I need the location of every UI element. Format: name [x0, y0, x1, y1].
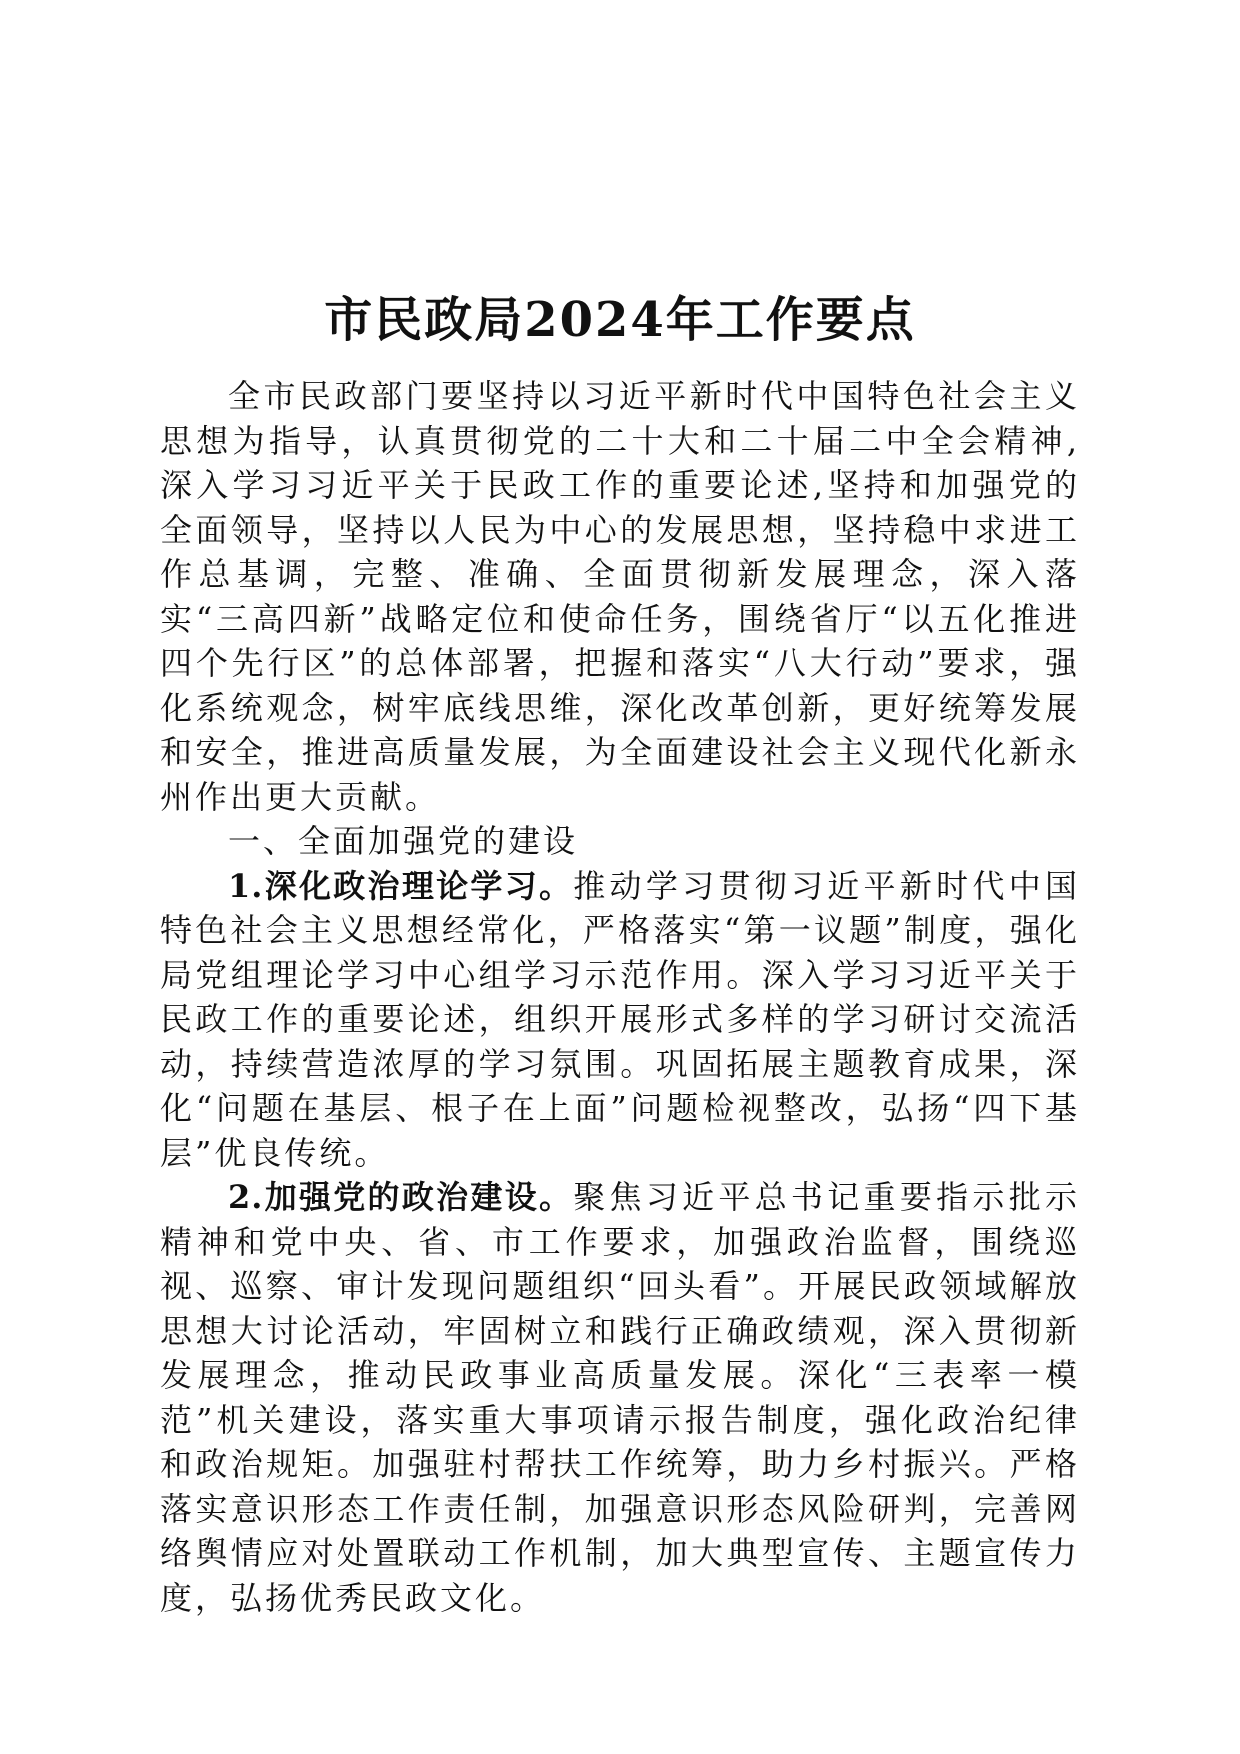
item-paragraph: [160, 864, 1080, 1176]
item-label: 2.加强党的政治建设。: [228, 1178, 574, 1216]
section-heading: 一、全面加强党的建设: [228, 822, 579, 860]
item-label: 1.深化政治理论学习。: [228, 866, 574, 905]
item-text: 推动学习贯彻习近平新时代中国特色社会主义思想经常化，严格落实“第一议题”制度，强化局党组理论学习中心组学习示范作用。深入学习习近平关于民政工作的重要论述，组织开展形式多样的学习研讨交流活动，持续营造浓厚的学习氛围。巩固拓展主题教育成果，深化“问题在基层、根子在上面”问题检视整改，弘扬“四下基层”优良传统。: [160, 866, 1080, 1172]
document-body: [160, 374, 1080, 1620]
item-paragraph: [160, 1175, 1080, 1620]
document-title: 市民政局2024年工作要点: [324, 292, 916, 349]
intro-paragraph: 全市民政部门要坚持以习近平新时代中国特色社会主义思想为指导，认真贯彻党的二十大和二十届二中全会精神,深入学习习近平关于民政工作的重要论述,坚持和加强党的全面领导，坚持以人民为中心的发展思想，坚持稳中求进工作总基调，完整、准确、全面贯彻新发展理念，深入落实“三高四新”战略定位和使命任务，围绕省厅“以五化推进四个先行区”的总体部署，把握和落实“八大行动”要求，强化系统观念，树牢底线思维，深化改革创新，更好统筹发展和安全，推进高质量发展，为全面建设社会主义现代化新永州作出更大贡献。: [160, 377, 1080, 816]
item-text: 聚焦习近平总书记重要指示批示精神和党中央、省、市工作要求，加强政治监督，围绕巡视、巡察、审计发现问题组织“回头看”。开展民政领域解放思想大讨论活动，牢固树立和践行正确政绩观，深入贯彻新发展理念，推动民政事业高质量发展。深化“三表率一模范”机关建设，落实重大事项请示报告制度，强化政治纪律和政治规矩。加强驻村帮扶工作统筹，助力乡村振兴。严格落实意识形态工作责任制，加强意识形态风险研判，完善网络舆情应对处置联动工作机制，加大典型宣传、主题宣传力度，弘扬优秀民政文化。: [160, 1178, 1080, 1617]
